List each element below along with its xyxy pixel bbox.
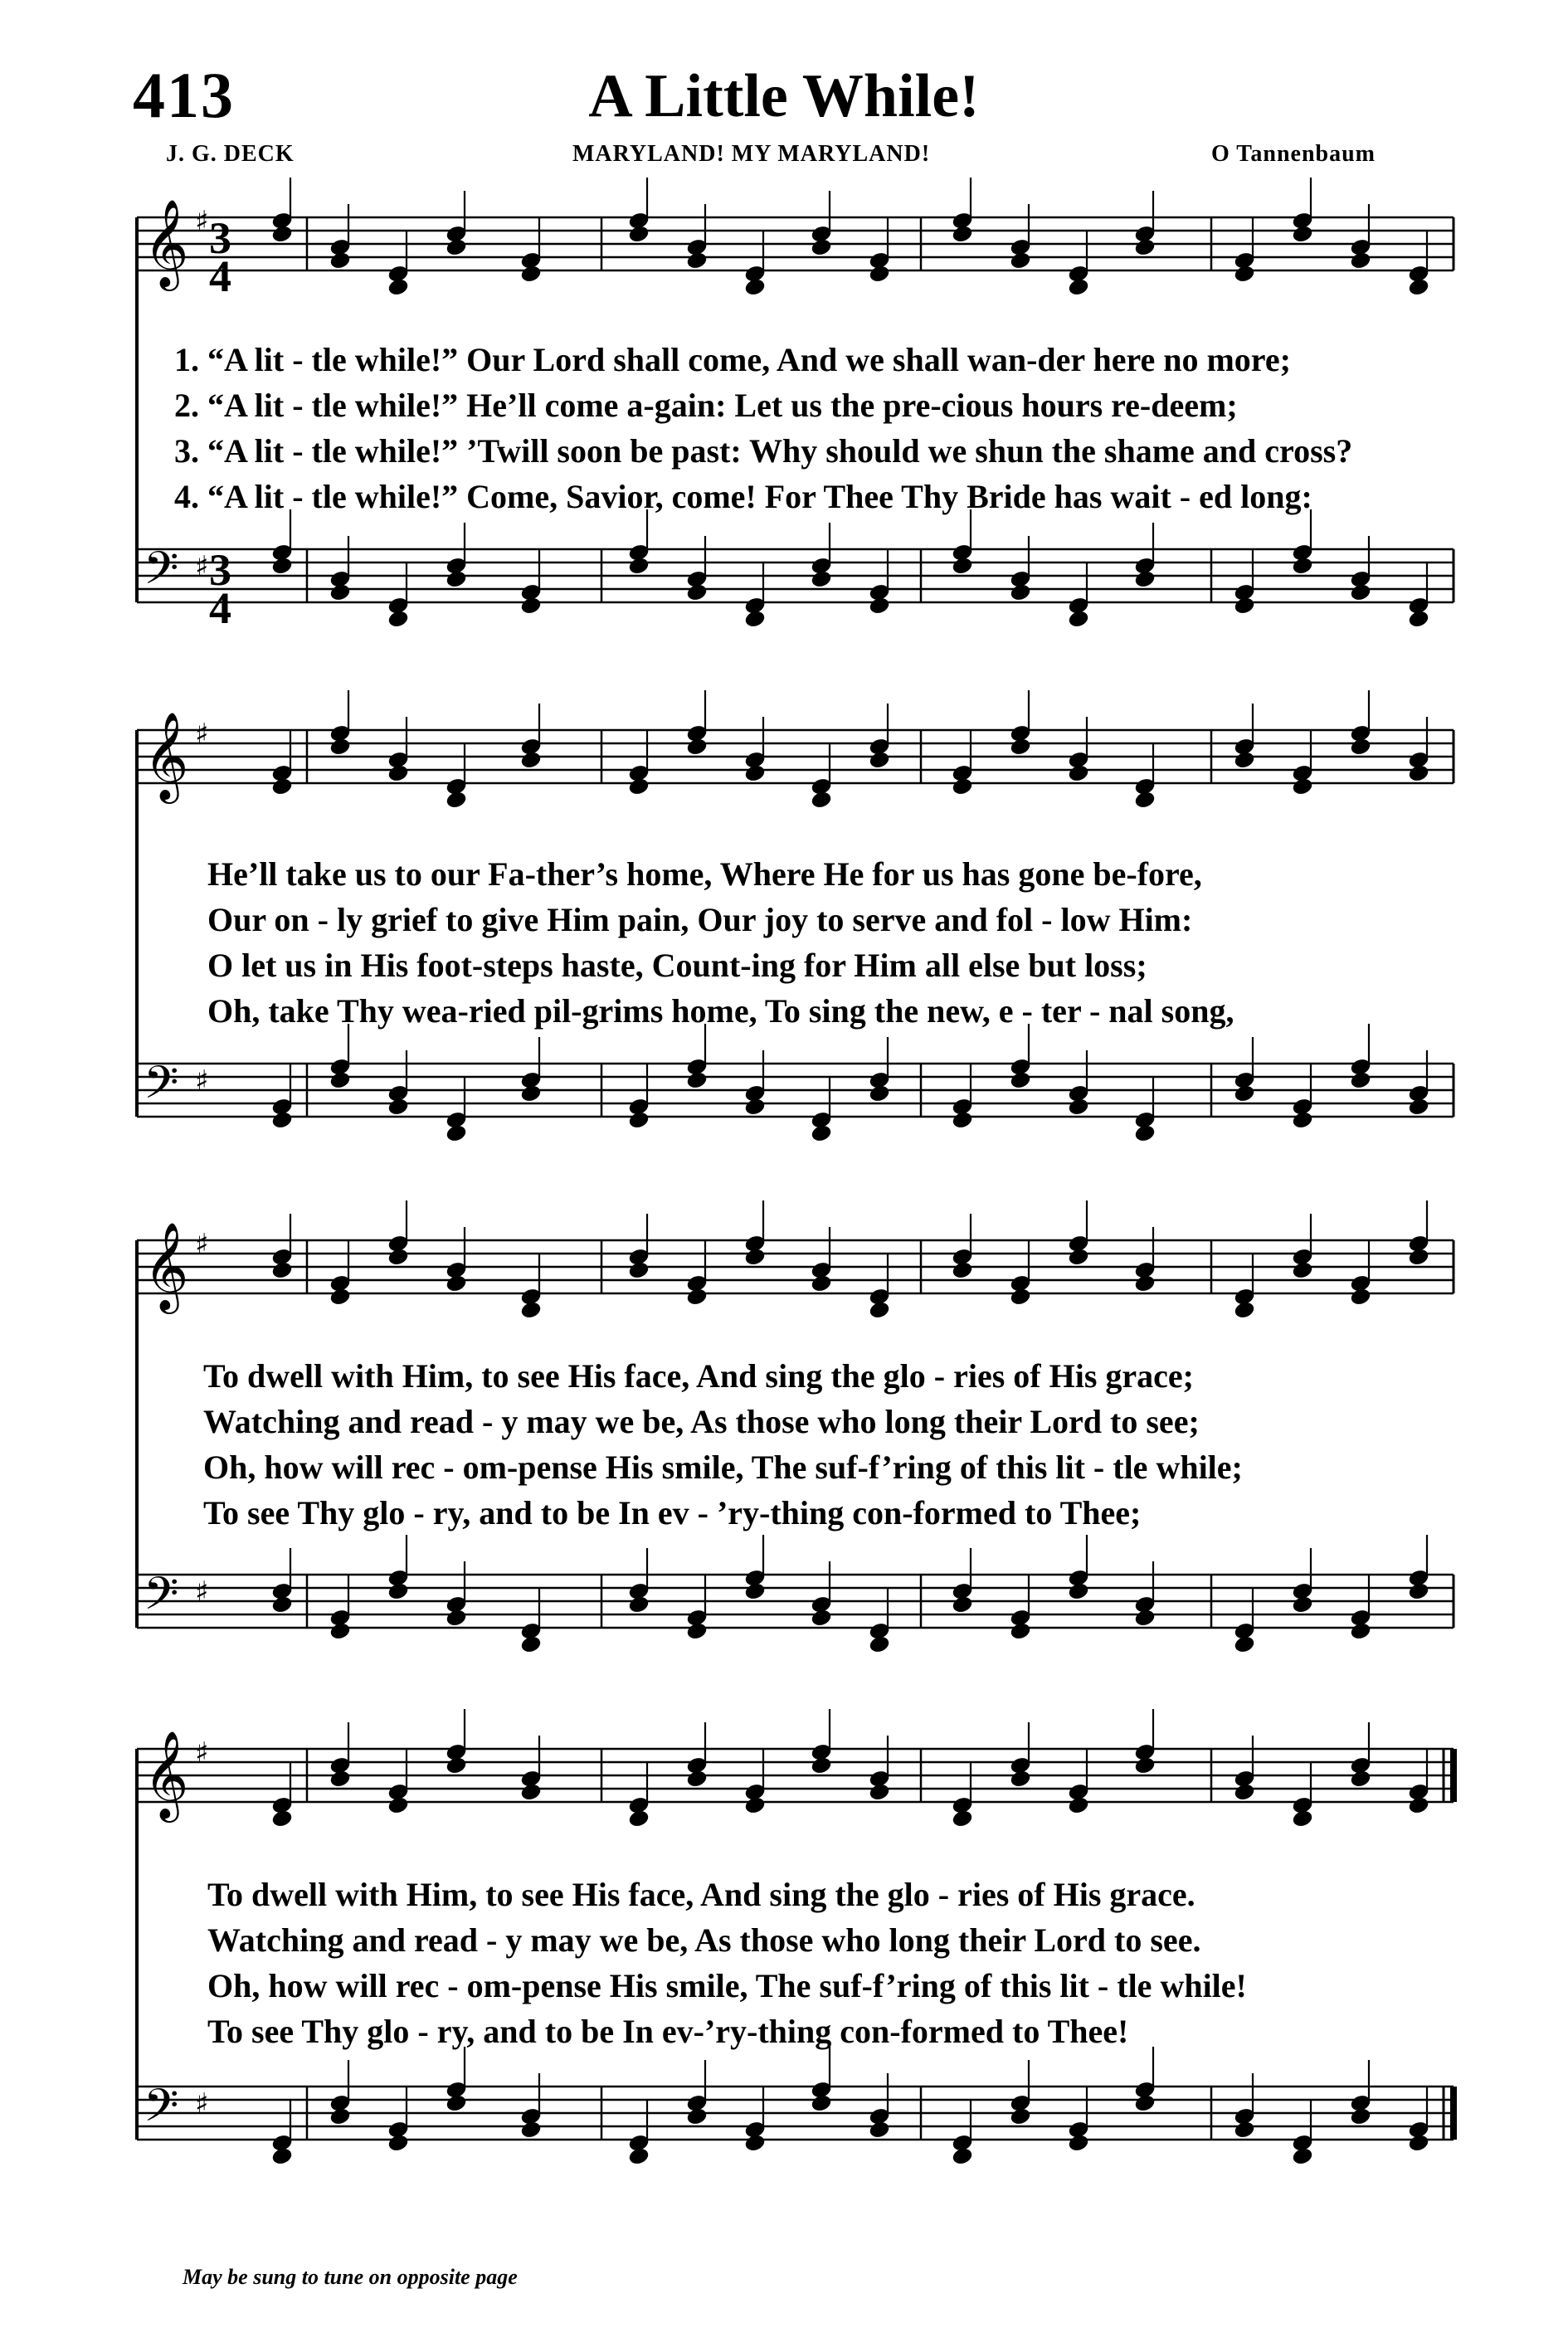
notehead xyxy=(628,1809,650,1829)
notehead xyxy=(628,557,650,576)
notehead xyxy=(387,764,409,783)
notehead xyxy=(271,225,293,244)
notehead xyxy=(1408,1796,1429,1815)
bass-clef-icon: 𝄢 xyxy=(144,1567,179,1631)
notehead xyxy=(744,610,766,629)
notehead xyxy=(387,1248,409,1267)
notehead xyxy=(1134,2094,1156,2113)
notehead xyxy=(446,1609,467,1628)
notehead xyxy=(387,2134,409,2153)
notehead xyxy=(1134,1124,1156,1143)
notehead xyxy=(1010,251,1031,270)
notehead xyxy=(1292,1111,1313,1130)
lyric-line: O let us in His foot-steps haste, Count-ing for Him all else but loss; xyxy=(207,947,1147,984)
notehead xyxy=(1350,1288,1371,1307)
notehead xyxy=(387,610,409,629)
treble-clef-icon: 𝄞 xyxy=(144,711,189,800)
notehead xyxy=(1350,251,1371,270)
alt-tune-name: O Tannenbaum xyxy=(1211,141,1376,167)
notehead xyxy=(811,1756,832,1775)
notehead xyxy=(271,2147,293,2166)
notehead xyxy=(1408,1582,1429,1601)
notehead xyxy=(869,265,890,284)
notehead xyxy=(446,238,467,257)
notehead xyxy=(869,751,890,770)
lyric-line: Our on - ly grief to give Him pain, Our joy to serve and fol - low Him: xyxy=(207,901,1193,938)
notehead xyxy=(686,738,708,757)
notehead xyxy=(1010,583,1031,602)
notehead xyxy=(329,251,351,270)
notehead xyxy=(329,1288,351,1307)
notehead xyxy=(1068,764,1089,783)
treble-clef-icon: 𝄞 xyxy=(144,1221,189,1310)
hymn-title: A Little While! xyxy=(588,62,980,130)
notehead xyxy=(744,2134,766,2153)
notehead xyxy=(686,1288,708,1307)
notehead xyxy=(1134,570,1156,589)
notehead xyxy=(952,1595,973,1614)
notehead xyxy=(1068,1098,1089,1117)
notehead xyxy=(869,2121,890,2140)
notehead xyxy=(811,570,832,589)
notehead xyxy=(1292,225,1313,244)
notehead xyxy=(1408,1248,1429,1267)
lyric-line: To dwell with Him, to see His face, And sing the glo - ries of His grace. xyxy=(207,1876,1195,1913)
notehead xyxy=(387,278,409,297)
author-credit: J. G. DECK xyxy=(166,141,295,167)
notehead xyxy=(271,1111,293,1130)
notehead xyxy=(1408,764,1429,783)
notehead xyxy=(1134,791,1156,810)
notehead xyxy=(446,570,467,589)
notehead xyxy=(1234,1084,1255,1103)
notehead xyxy=(1068,278,1089,297)
notehead xyxy=(1292,557,1313,576)
notehead xyxy=(1408,2134,1429,2153)
notehead xyxy=(811,791,832,810)
notehead xyxy=(1350,1071,1371,1090)
notehead xyxy=(446,1756,467,1775)
notehead xyxy=(446,1274,467,1293)
notehead xyxy=(1010,738,1031,757)
bass-clef-icon: 𝄢 xyxy=(144,542,179,606)
bass-clef-icon: 𝄢 xyxy=(144,1056,179,1120)
notehead xyxy=(1234,751,1255,770)
notehead xyxy=(387,1098,409,1117)
notehead xyxy=(387,1796,409,1815)
notehead xyxy=(446,2094,467,2113)
notehead xyxy=(520,597,542,616)
notehead xyxy=(1234,265,1255,284)
bass-clef-icon: 𝄢 xyxy=(144,2079,179,2143)
notehead xyxy=(869,1084,890,1103)
sharp-icon: ♯ xyxy=(195,205,209,238)
notehead xyxy=(952,777,973,796)
notehead xyxy=(1408,610,1429,629)
notehead xyxy=(744,1248,766,1267)
notehead xyxy=(1292,777,1313,796)
notehead xyxy=(686,1770,708,1789)
notehead xyxy=(628,225,650,244)
lyrics-system-4 xyxy=(207,1875,1568,2074)
notehead xyxy=(869,597,890,616)
notehead xyxy=(952,2147,973,2166)
notehead xyxy=(520,751,542,770)
notehead xyxy=(520,1301,542,1320)
notehead xyxy=(744,1796,766,1815)
notehead xyxy=(811,238,832,257)
lyric-line: Oh, how will rec - om-pense His smile, The suf-f’ring of this lit - tle while; xyxy=(203,1449,1243,1486)
notehead xyxy=(1010,1770,1031,1789)
notehead xyxy=(1068,1248,1089,1267)
notehead xyxy=(869,1635,890,1654)
lyrics-system-1 xyxy=(174,340,1551,539)
notehead xyxy=(628,1261,650,1280)
notehead xyxy=(271,777,293,796)
notehead xyxy=(520,1084,542,1103)
sharp-icon: ♯ xyxy=(195,550,209,583)
sharp-icon: ♯ xyxy=(195,718,209,751)
lyrics-system-3 xyxy=(203,1356,1568,1556)
lyric-line: To see Thy glo - ry, and to be In ev-’ry-thing con-formed to Thee! xyxy=(207,2013,1129,2050)
notehead xyxy=(744,1582,766,1601)
notehead xyxy=(1350,583,1371,602)
notehead xyxy=(1408,1098,1429,1117)
notehead xyxy=(1010,2107,1031,2126)
notehead xyxy=(628,1111,650,1130)
notehead xyxy=(1234,1635,1255,1654)
treble-clef-icon: 𝄞 xyxy=(144,198,189,287)
sharp-icon: ♯ xyxy=(195,1064,209,1098)
notehead xyxy=(811,1124,832,1143)
notehead xyxy=(1068,610,1089,629)
notehead xyxy=(952,1809,973,1829)
notehead xyxy=(271,1595,293,1614)
sharp-icon: ♯ xyxy=(195,1575,209,1609)
notehead xyxy=(1010,1622,1031,1641)
notehead xyxy=(1292,1261,1313,1280)
notehead xyxy=(520,2121,542,2140)
notehead xyxy=(1010,1071,1031,1090)
notehead xyxy=(329,583,351,602)
lyrics-system-2 xyxy=(207,855,1568,1054)
lyric-line: 1. “A lit - tle while!” Our Lord shall come, And we shall wan-der here no more; xyxy=(174,341,1291,378)
notehead xyxy=(329,1622,351,1641)
notehead xyxy=(628,777,650,796)
notehead xyxy=(1292,1595,1313,1614)
notehead xyxy=(686,583,708,602)
lyric-line: Oh, take Thy wea-ried pil-grims home, To sing the new, e - ter - nal song, xyxy=(207,992,1234,1030)
notehead xyxy=(1068,1582,1089,1601)
notehead xyxy=(1292,1809,1313,1829)
sharp-icon: ♯ xyxy=(195,1228,209,1261)
notehead xyxy=(811,1274,832,1293)
notehead xyxy=(329,2107,351,2126)
lyric-line: 4. “A lit - tle while!” Come, Savior, come! For Thee Thy Bride has wait - ed long: xyxy=(174,478,1312,515)
notehead xyxy=(329,1770,351,1789)
notehead xyxy=(744,764,766,783)
sharp-icon: ♯ xyxy=(195,2087,209,2121)
notehead xyxy=(952,557,973,576)
notehead xyxy=(1010,1288,1031,1307)
notehead xyxy=(1408,278,1429,297)
notehead xyxy=(387,1582,409,1601)
notehead xyxy=(1134,1756,1156,1775)
notehead xyxy=(686,251,708,270)
time-signature-treble: 3 4 xyxy=(209,213,231,301)
lyric-line: Watching and read - y may we be, As those who long their Lord to see; xyxy=(203,1403,1200,1440)
lyric-line: Watching and read - y may we be, As those who long their Lord to see. xyxy=(207,1921,1201,1959)
notehead xyxy=(271,1261,293,1280)
notehead xyxy=(271,557,293,576)
lyric-line: Oh, how will rec - om-pense His smile, The suf-f’ring of this lit - tle while! xyxy=(207,1967,1247,2004)
notehead xyxy=(1134,238,1156,257)
notehead xyxy=(271,1809,293,1829)
notehead xyxy=(869,1783,890,1802)
notehead xyxy=(811,1609,832,1628)
notehead xyxy=(628,1595,650,1614)
notehead xyxy=(952,225,973,244)
lyric-line: He’ll take us to our Fa-ther’s home, Where He for us has gone be-fore, xyxy=(207,855,1202,893)
notehead xyxy=(1134,1274,1156,1293)
notehead xyxy=(1068,1796,1089,1815)
notehead xyxy=(628,2147,650,2166)
notehead xyxy=(1350,2107,1371,2126)
notehead xyxy=(520,1635,542,1654)
notehead xyxy=(869,1301,890,1320)
notehead xyxy=(1234,2121,1255,2140)
notehead xyxy=(446,791,467,810)
footnote: May be sung to tune on opposite page xyxy=(183,2265,518,2289)
notehead xyxy=(1234,1301,1255,1320)
lyric-line: To see Thy glo - ry, and to be In ev - ’ry-thing con-formed to Thee; xyxy=(203,1494,1142,1531)
notehead xyxy=(1350,1622,1371,1641)
notehead xyxy=(744,278,766,297)
notehead xyxy=(1234,597,1255,616)
notehead xyxy=(811,2094,832,2113)
lyric-line: 3. “A lit - tle while!” ’Twill soon be past: Why should we shun the shame and cross? xyxy=(174,432,1353,470)
notehead xyxy=(1292,2147,1313,2166)
time-signature-bass: 3 4 xyxy=(209,545,231,633)
notehead xyxy=(329,738,351,757)
notehead xyxy=(952,1261,973,1280)
notehead xyxy=(686,1071,708,1090)
notehead xyxy=(686,2107,708,2126)
notehead xyxy=(520,265,542,284)
sharp-icon: ♯ xyxy=(195,1736,209,1770)
treble-clef-icon: 𝄞 xyxy=(144,1730,189,1819)
notehead xyxy=(952,1111,973,1130)
notehead xyxy=(1234,1783,1255,1802)
lyric-line: 2. “A lit - tle while!” He’ll come a-gain: Let us the pre-cious hours re-deem; xyxy=(174,387,1238,424)
notehead xyxy=(1068,2134,1089,2153)
notehead xyxy=(744,1098,766,1117)
notehead xyxy=(520,1783,542,1802)
notehead xyxy=(686,1622,708,1641)
notehead xyxy=(329,1071,351,1090)
tune-name: MARYLAND! MY MARYLAND! xyxy=(572,141,931,167)
notehead xyxy=(1350,738,1371,757)
hymn-number: 413 xyxy=(133,59,235,131)
notehead xyxy=(1134,1609,1156,1628)
lyric-line: To dwell with Him, to see His face, And sing the glo - ries of His grace; xyxy=(203,1357,1194,1395)
notehead xyxy=(1350,1770,1371,1789)
notehead xyxy=(446,1124,467,1143)
